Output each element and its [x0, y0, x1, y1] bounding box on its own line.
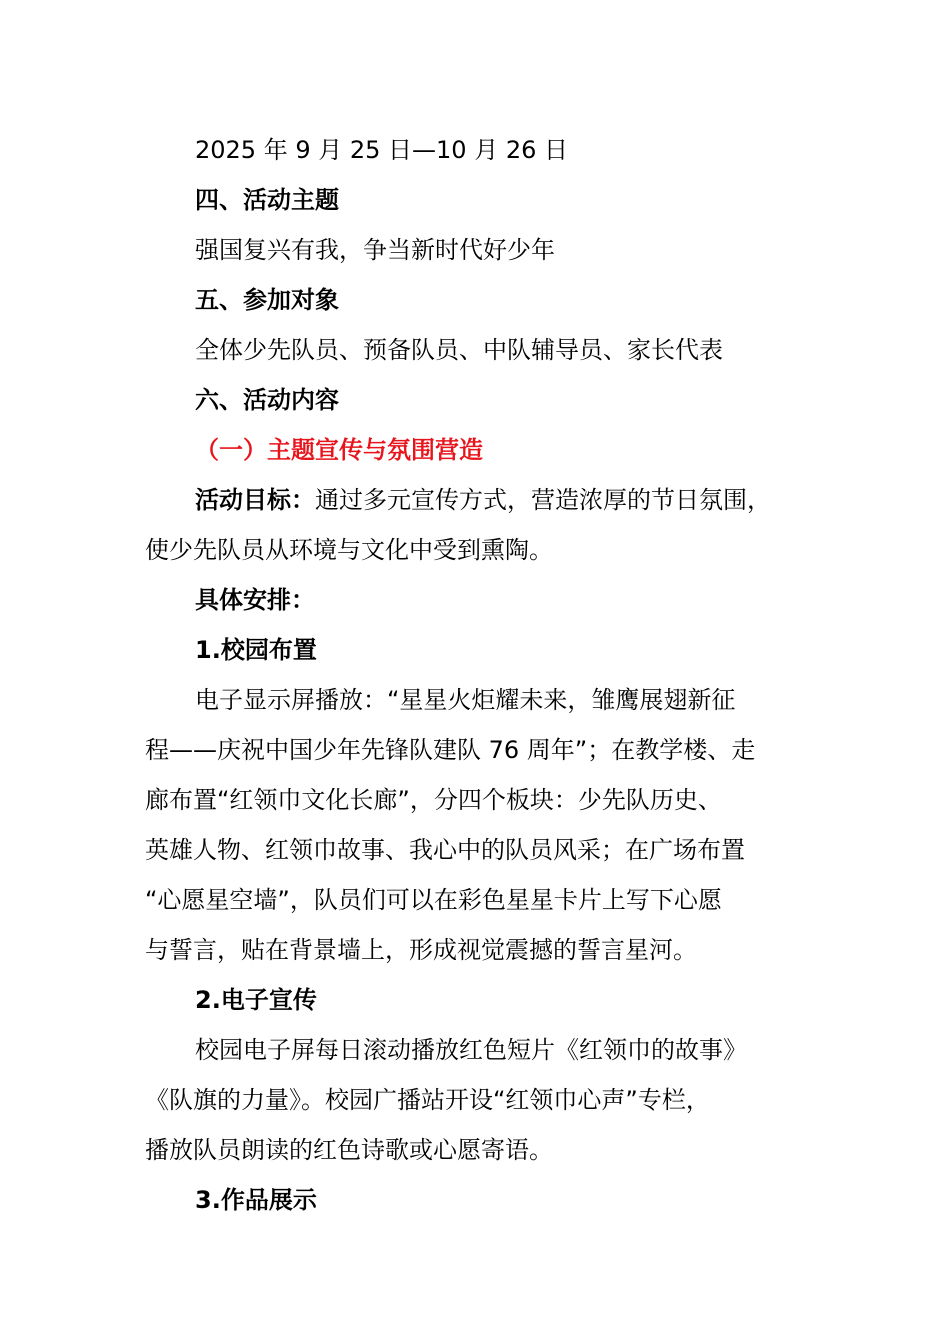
goal-text: 通过多元宣传方式，营造浓厚的节日氛围，	[315, 486, 771, 514]
date-range: 2025 年 9 月 25 日—10 月 26 日	[195, 136, 568, 164]
item2-line: 《队旗的力量》。校园广播站开设“红领巾心声”专栏，	[145, 1086, 710, 1114]
item1-heading: 1.校园布置	[195, 636, 317, 664]
goal-paragraph-line1	[195, 483, 845, 517]
item1-line: 廊布置“红领巾文化长廊”，分四个板块：少先队历史、	[145, 786, 722, 814]
section4-body: 强国复兴有我，争当新时代好少年	[195, 236, 555, 264]
item1-line: 电子显示屏播放：“星星火炬耀未来，雏鹰展翅新征	[195, 686, 736, 714]
section4-heading: 四、活动主题	[195, 186, 339, 214]
section5-heading: 五、参加对象	[195, 286, 339, 314]
item2-line: 校园电子屏每日滚动播放红色短片《红领巾的故事》	[195, 1036, 747, 1064]
section5-body: 全体少先队员、预备队员、中队辅导员、家长代表	[195, 336, 723, 364]
item1-line: 程——庆祝中国少年先锋队建队 76 周年”；在教学楼、走	[145, 736, 756, 764]
item3-heading: 3.作品展示	[195, 1186, 317, 1214]
goal-label: 活动目标：	[195, 486, 315, 514]
goal-paragraph-line2: 使少先队员从环境与文化中受到熏陶。	[145, 536, 553, 564]
section6-heading: 六、活动内容	[195, 386, 339, 414]
arrangement-heading: 具体安排：	[195, 586, 315, 614]
item1-line: “心愿星空墙”，队员们可以在彩色星星卡片上写下心愿	[145, 886, 722, 914]
item1-line: 与誓言，贴在背景墙上，形成视觉震撼的誓言星河。	[145, 936, 697, 964]
subsection1-heading: （一）主题宣传与氛围营造	[195, 436, 483, 464]
item2-line: 播放队员朗读的红色诗歌或心愿寄语。	[145, 1136, 553, 1164]
item2-heading: 2.电子宣传	[195, 986, 317, 1014]
item1-line: 英雄人物、红领巾故事、我心中的队员风采；在广场布置	[145, 836, 745, 864]
